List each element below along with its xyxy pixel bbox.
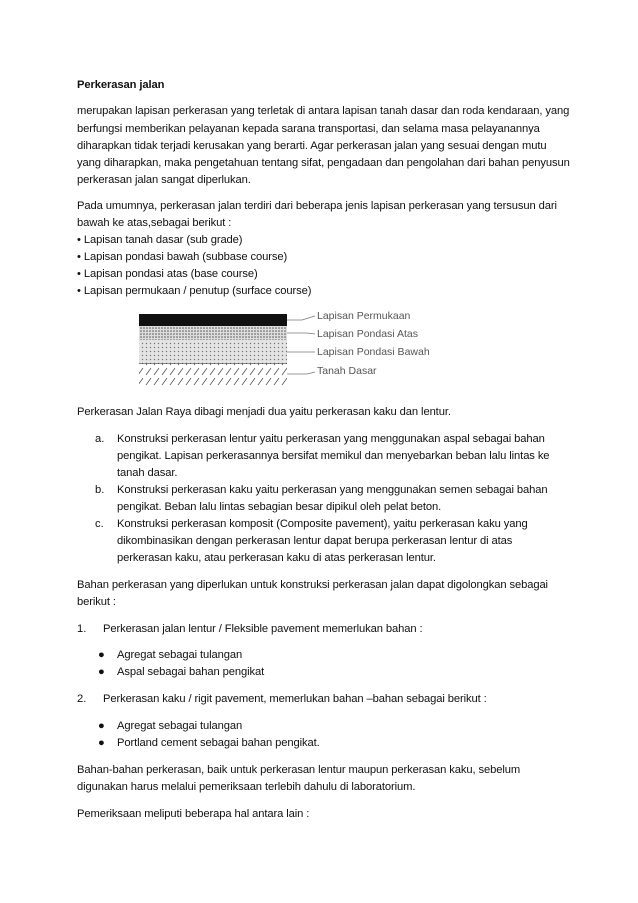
- item2-bullet: Portland cement sebagai bahan pengikat.: [117, 737, 320, 749]
- type-a-line: pengikat. Lapisan perkerasannya bersifat memikul dan menyebarkan beban lalu lintas ke: [117, 450, 550, 462]
- para2-line: bawah ke atas,sebagai berikut :: [77, 217, 232, 229]
- bullet-icon: ●: [98, 666, 105, 678]
- bullet-icon: ●: [98, 737, 105, 749]
- para1-line: merupakan lapisan perkerasan yang terletak di antara lapisan tanah dasar dan roda kendaraan, yang: [77, 105, 570, 117]
- list-marker-b: b.: [95, 484, 105, 496]
- diagram-label-surface: Lapisan Permukaan: [317, 310, 411, 322]
- type-c-line: Konstruksi perkerasan komposit (Composite pavement), yaitu perkerasan kaku yang: [117, 518, 528, 530]
- pavement-layer-diagram: [137, 306, 457, 388]
- list-marker-a: a.: [95, 433, 105, 445]
- item2-bullet: Agregat sebagai tulangan: [117, 720, 243, 732]
- item1-bullet: Agregat sebagai tulangan: [117, 649, 243, 661]
- bullet-icon: ●: [98, 649, 105, 661]
- para3: Perkerasan Jalan Raya dibagi menjadi dua yaitu perkerasan kaku dan lentur.: [77, 406, 451, 418]
- diagram-label-subgrade: Tanah Dasar: [317, 365, 377, 377]
- para1-line: berfungsi memberikan pelayanan kepada sarana transportasi, dan selama masa pelayanannya: [77, 123, 540, 135]
- bullet-icon: ●: [98, 720, 105, 732]
- para1-line: perkerasan jalan sangat diperlukan.: [77, 174, 251, 186]
- subbase-layer: [139, 340, 287, 364]
- list-marker-c: c.: [95, 518, 104, 530]
- para4-line: Bahan perkerasan yang diperlukan untuk konstruksi perkerasan jalan dapat digolongkan sebagai: [77, 579, 548, 591]
- layer-list-item: • Lapisan pondasi atas (base course): [77, 268, 258, 280]
- item1-text: Perkerasan jalan lentur / Fleksible pavement memerlukan bahan :: [103, 623, 423, 635]
- para2-line: Pada umumnya, perkerasan jalan terdiri dari beberapa jenis lapisan perkerasan yang tersusun dari: [77, 200, 557, 212]
- item1-bullet: Aspal sebagai bahan pengikat: [117, 666, 265, 678]
- layer-list-item: • Lapisan pondasi bawah (subbase course): [77, 251, 288, 263]
- subgrade-layer: [139, 364, 287, 386]
- item2-text: Perkerasan kaku / rigit pavement, memerlukan bahan –bahan sebagai berikut :: [103, 693, 487, 705]
- type-a-line: Konstruksi perkerasan lentur yaitu perkerasan yang menggunakan aspal sebagai bahan: [117, 433, 545, 445]
- diagram-label-subbase: Lapisan Pondasi Bawah: [317, 346, 430, 358]
- type-a-line: tanah dasar.: [117, 467, 178, 479]
- para6: Pemeriksaan meliputi beberapa hal antara lain :: [77, 808, 310, 820]
- base-layer: [139, 326, 287, 340]
- surface-layer: [139, 314, 287, 326]
- type-b-line: pengikat. Beban lalu lintas sebagian besar dipikul oleh pelat beton.: [117, 501, 442, 513]
- list-marker-1: 1.: [77, 623, 87, 635]
- layer-list-item: • Lapisan tanah dasar (sub grade): [77, 234, 243, 246]
- list-marker-2: 2.: [77, 693, 87, 705]
- type-c-line: dikombinasikan dengan perkerasan lentur dapat berupa perkerasan lentur di atas: [117, 535, 513, 547]
- para5-line: digunakan harus melalui pemeriksaan terlebih dahulu di laboratorium.: [77, 781, 416, 793]
- type-b-line: Konstruksi perkerasan kaku yaitu perkerasan yang menggunakan semen sebagai bahan: [117, 484, 548, 496]
- para4-line: berikut :: [77, 596, 116, 608]
- layer-list-item: • Lapisan permukaan / penutup (surface course): [77, 285, 312, 297]
- para1-line: diharapkan tidak terjadi kerusakan yang berarti. Agar perkerasan jalan yang sesuai dengan mutu: [77, 140, 547, 152]
- para5-line: Bahan-bahan perkerasan, baik untuk perkerasan lentur maupun perkerasan kaku, sebelum: [77, 764, 521, 776]
- type-c-line: perkerasan kaku, atau perkerasan kaku di atas perkerasan lentur.: [117, 552, 436, 564]
- diagram-label-base: Lapisan Pondasi Atas: [317, 328, 418, 340]
- para1-line: yang diharapkan, maka pengetahuan tentang sifat, pengadaan dan pengolahan dari bahan penyusun: [77, 157, 570, 169]
- page-heading: Perkerasan jalan: [77, 79, 165, 91]
